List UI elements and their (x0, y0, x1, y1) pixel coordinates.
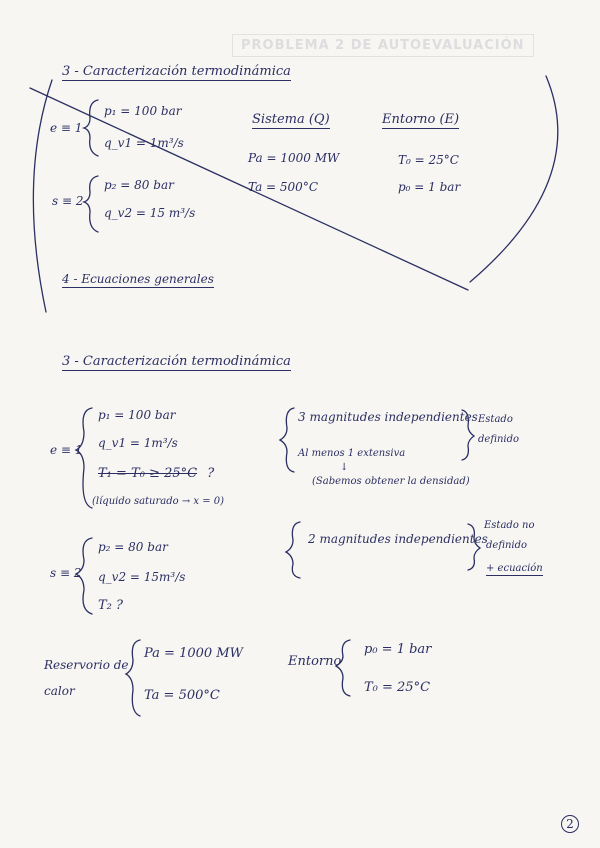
e1-flow: q_v1 = 1m³/s (98, 436, 178, 450)
crossed-brace-e2 (84, 176, 98, 232)
e1-label: e ≡ 1 (50, 443, 83, 457)
crossed-system-title: Sistema (Q) (252, 112, 330, 127)
e1-note: (líquido saturado → x = 0) (92, 496, 225, 507)
crossed-e1-label: e ≡ 1 (50, 121, 83, 135)
crossed-e1-q: q_v1 = 1m³/s (104, 136, 184, 150)
reservoir-label-l1: Reservorio de (44, 658, 129, 672)
s2-state-l3: + ecuación (486, 563, 543, 574)
crossed-e1-p: p₁ = 100 bar (104, 104, 182, 118)
s2-label: s ≡ 2 (50, 566, 82, 580)
crossout-right-paren (470, 76, 558, 282)
crossed-env-title: Entorno (E) (382, 112, 460, 127)
s2-flow: q_v2 = 15m³/s (98, 570, 186, 584)
e1-right-line1: 3 magnitudes independientes (298, 410, 478, 424)
reservoir-label-l2: calor (44, 684, 75, 698)
environment-pressure: p₀ = 1 bar (364, 642, 432, 657)
e1-state-l1: Estado (478, 414, 513, 425)
crossed-system-t: Ta = 500°C (248, 180, 318, 194)
crossed-brace-e1 (84, 100, 98, 156)
crossout-left-paren (33, 80, 52, 312)
crossed-heading: 3 - Caracterización termodinámica (62, 64, 291, 79)
e1-temperature-crossed: T₁ = T₀ ≥ 25°C (98, 466, 198, 481)
main-heading: 3 - Caracterización termodinámica (62, 354, 291, 369)
s2-state-l2: definido (486, 540, 528, 551)
s2-right-brace-right (468, 524, 480, 570)
e1-right-arrow: ↓ (340, 462, 349, 473)
reservoir-temperature: Ta = 500°C (144, 688, 220, 703)
crossed-env-p: p₀ = 1 bar (398, 180, 461, 194)
environment-label: Entorno (288, 654, 342, 669)
s2-right-line1: 2 magnitudes independientes (308, 532, 488, 546)
crossed-next-heading: 4 - Ecuaciones generales (62, 272, 214, 286)
page-number: 2 (561, 815, 579, 833)
reservoir-brace (126, 640, 140, 716)
s2-right-brace-left (286, 522, 300, 578)
e1-state-l2: definido (478, 434, 520, 445)
e1-temperature-question: ? (207, 466, 215, 481)
e1-temperature (98, 466, 214, 481)
e1-pressure: p₁ = 100 bar (98, 408, 176, 422)
e1-brace (76, 408, 92, 508)
e1-right-brace-left (280, 408, 294, 472)
crossed-e2-p: p₂ = 80 bar (104, 178, 174, 192)
s2-state-l1: Estado no (484, 520, 535, 531)
reservoir-power: Pa = 1000 MW (144, 646, 243, 661)
crossed-system-p: Pa = 1000 MW (248, 151, 340, 165)
ghost-header: PROBLEMA 2 DE AUTOEVALUACIÓN (232, 34, 534, 57)
s2-pressure: p₂ = 80 bar (98, 540, 168, 554)
crossed-e2-label: s ≡ 2 (52, 194, 84, 208)
environment-temperature: T₀ = 25°C (364, 680, 431, 695)
crossed-e2-q: q_v2 = 15 m³/s (104, 206, 196, 220)
s2-temperature: T₂ ? (98, 598, 123, 613)
crossed-env-t: T₀ = 25°C (398, 153, 459, 167)
e1-right-line3: (Sabemos obtener la densidad) (312, 476, 470, 487)
e1-right-line2: Al menos 1 extensiva (298, 448, 406, 459)
